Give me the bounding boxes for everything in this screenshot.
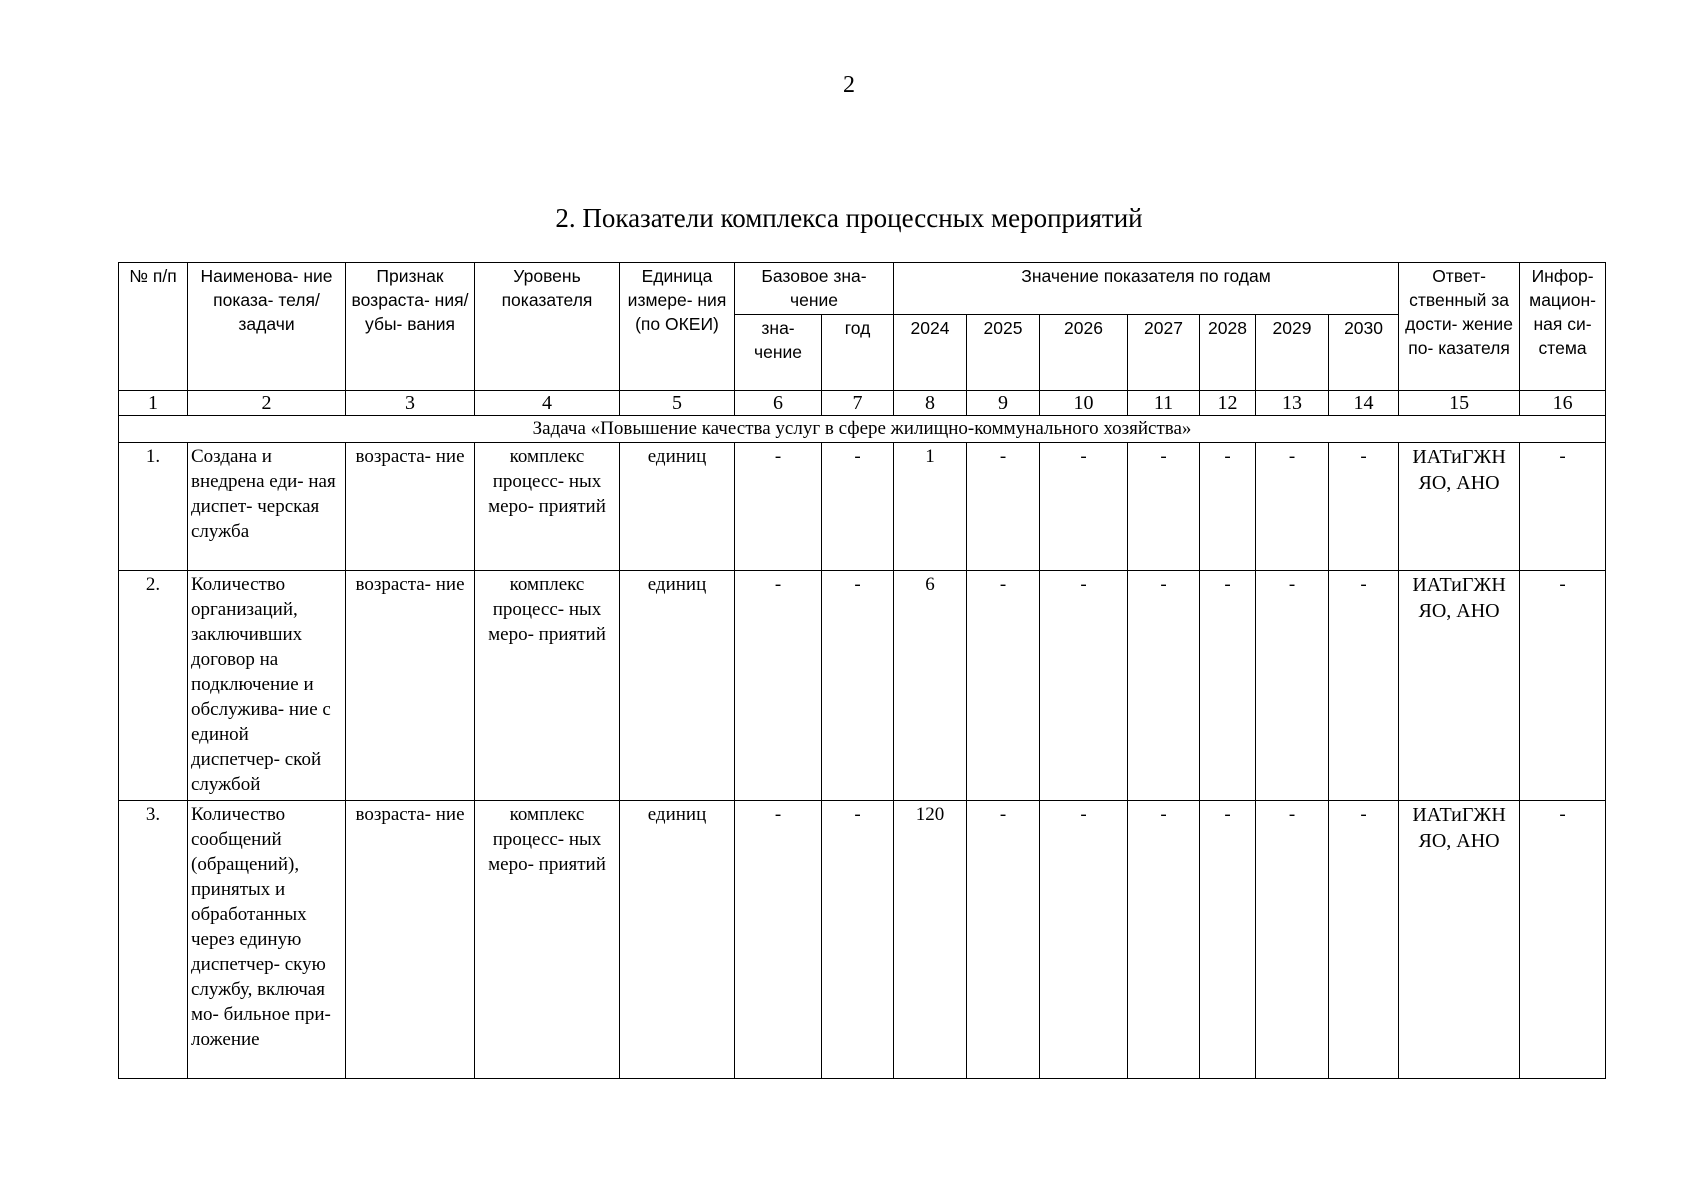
table-row — [119, 443, 1606, 571]
section-title: 2. Показатели комплекса процессных мероприятий — [555, 203, 1143, 233]
year-value: - — [1128, 571, 1200, 801]
unit: единиц — [620, 571, 735, 801]
header-base: Базовое зна- чение — [735, 263, 894, 315]
year-value: 1 — [894, 443, 967, 571]
year-value: - — [1200, 443, 1256, 571]
header-base-year: год — [822, 315, 894, 391]
column-number: 5 — [620, 391, 735, 416]
year-value: - — [1200, 571, 1256, 801]
responsible: ИАТиГЖН ЯО, АНО — [1399, 571, 1520, 801]
column-number: 9 — [967, 391, 1040, 416]
column-number: 10 — [1040, 391, 1128, 416]
header-year: 2024 — [894, 315, 967, 391]
header-name: Наименова- ние показа- теля/ задачи — [188, 263, 346, 391]
responsible: ИАТиГЖН ЯО, АНО — [1399, 443, 1520, 571]
base-year: - — [822, 801, 894, 1079]
column-number: 1 — [119, 391, 188, 416]
trend: возраста- ние — [346, 443, 475, 571]
column-number: 11 — [1128, 391, 1200, 416]
unit: единиц — [620, 801, 735, 1079]
base-year: - — [822, 443, 894, 571]
base-value: - — [735, 571, 822, 801]
year-value: - — [1128, 801, 1200, 1079]
column-number: 2 — [188, 391, 346, 416]
task-title: Задача «Повышение качества услуг в сфере жилищно-коммунального хозяйства» — [119, 416, 1606, 443]
year-value: 120 — [894, 801, 967, 1079]
header-responsible: Ответ- ственный за дости- жение по- казателя — [1399, 263, 1520, 391]
indicator-name: Количество сообщений (обращений), принятых и обработанных через единую диспетчер- скую службу, включая мо- бильное при- ложение — [188, 801, 346, 1079]
row-number: 2. — [119, 571, 188, 801]
column-number: 12 — [1200, 391, 1256, 416]
indicator-name: Количество организаций, заключивших договор на подключение и обслужива- ние с единой диспетчер- ской службой — [188, 571, 346, 801]
year-value: - — [1200, 801, 1256, 1079]
header-trend: Признак возраста- ния/ убы- вания — [346, 263, 475, 391]
row-number: 3. — [119, 801, 188, 1079]
header-year: 2028 — [1200, 315, 1256, 391]
trend: возраста- ние — [346, 571, 475, 801]
year-value: - — [1329, 571, 1399, 801]
year-value: - — [1040, 571, 1128, 801]
column-number: 7 — [822, 391, 894, 416]
indicators-table — [118, 262, 1606, 1079]
header-year: 2027 — [1128, 315, 1200, 391]
indicator-level: комплекс процесс- ных меро- приятий — [475, 801, 620, 1079]
indicator-level: комплекс процесс- ных меро- приятий — [475, 443, 620, 571]
responsible: ИАТиГЖН ЯО, АНО — [1399, 801, 1520, 1079]
header-level: Уровень показателя — [475, 263, 620, 391]
header-no: № п/п — [119, 263, 188, 391]
info-system: - — [1520, 443, 1606, 571]
header-year: 2029 — [1256, 315, 1329, 391]
year-value: - — [1329, 801, 1399, 1079]
column-number: 13 — [1256, 391, 1329, 416]
year-value: - — [967, 571, 1040, 801]
year-value: 6 — [894, 571, 967, 801]
column-number: 8 — [894, 391, 967, 416]
header-base-value: зна- чение — [735, 315, 822, 391]
column-number: 15 — [1399, 391, 1520, 416]
header-row-1 — [119, 263, 1606, 315]
indicator-level: комплекс процесс- ных меро- приятий — [475, 571, 620, 801]
header-year: 2030 — [1329, 315, 1399, 391]
year-value: - — [1329, 443, 1399, 571]
year-value: - — [1256, 571, 1329, 801]
task-row — [119, 416, 1606, 443]
info-system: - — [1520, 571, 1606, 801]
page-number: 2 — [843, 72, 855, 98]
trend: возраста- ние — [346, 801, 475, 1079]
base-value: - — [735, 801, 822, 1079]
column-number: 4 — [475, 391, 620, 416]
year-value: - — [1256, 443, 1329, 571]
year-value: - — [1256, 801, 1329, 1079]
column-number: 3 — [346, 391, 475, 416]
year-value: - — [967, 801, 1040, 1079]
info-system: - — [1520, 801, 1606, 1079]
year-value: - — [1040, 801, 1128, 1079]
indicator-name: Создана и внедрена еди- ная диспет- черская служба — [188, 443, 346, 571]
unit: единиц — [620, 443, 735, 571]
header-by-years: Значение показателя по годам — [894, 263, 1399, 315]
column-number: 16 — [1520, 391, 1606, 416]
year-value: - — [1128, 443, 1200, 571]
header-year: 2026 — [1040, 315, 1128, 391]
header-year: 2025 — [967, 315, 1040, 391]
table-row — [119, 571, 1606, 801]
year-value: - — [967, 443, 1040, 571]
base-value: - — [735, 443, 822, 571]
base-year: - — [822, 571, 894, 801]
column-number-row — [119, 391, 1606, 416]
row-number: 1. — [119, 443, 188, 571]
header-unit: Единица измере- ния (по ОКЕИ) — [620, 263, 735, 391]
column-number: 14 — [1329, 391, 1399, 416]
header-info-system: Инфор- мацион- ная си- стема — [1520, 263, 1606, 391]
table-row — [119, 801, 1606, 1079]
year-value: - — [1040, 443, 1128, 571]
column-number: 6 — [735, 391, 822, 416]
